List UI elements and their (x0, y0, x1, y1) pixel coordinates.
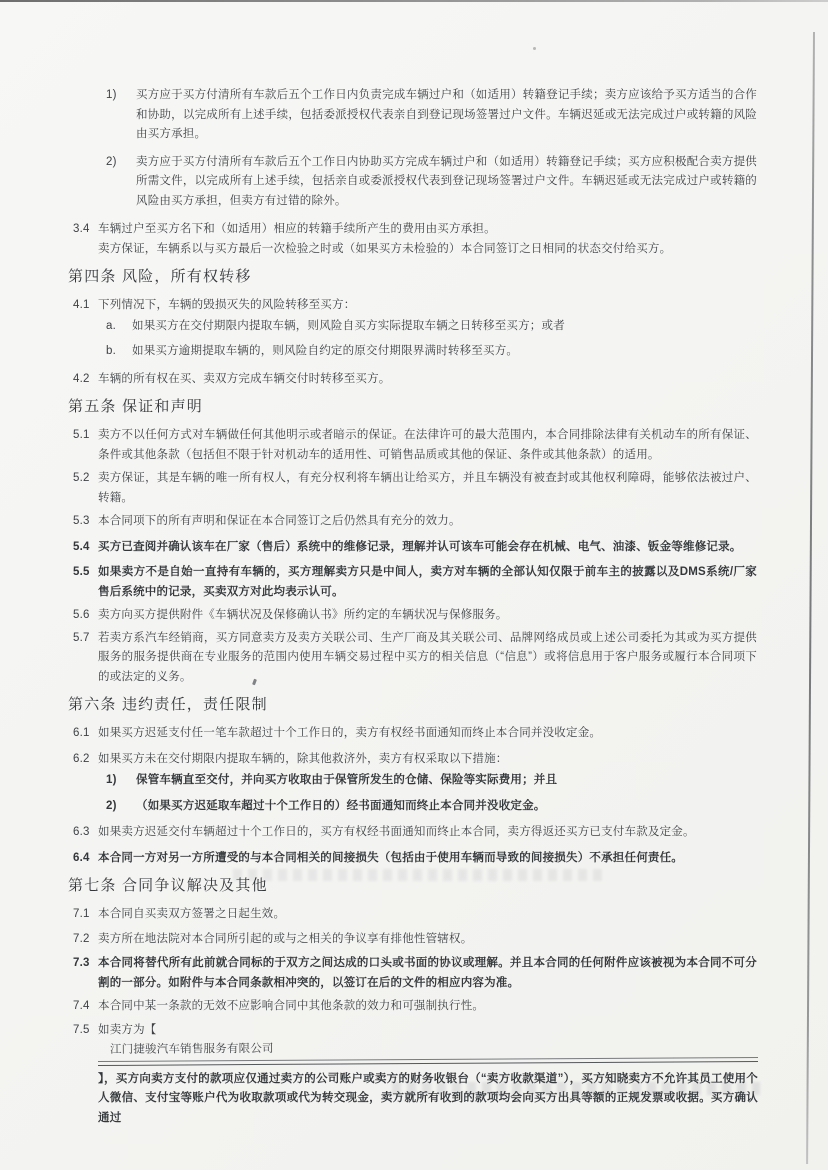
section-heading-4: 第七条 合同争议解决及其他 (68, 877, 268, 894)
clause-text: 如果买方逾期提取车辆的，则风险自约定的原交付期限界满时转移至买方。 (132, 345, 519, 357)
clause-1 (106, 86, 757, 145)
clause-number: 6.3 (73, 826, 90, 838)
clause-number: 7.2 (73, 932, 90, 945)
clause-number: 7.1 (73, 908, 90, 920)
clause-6-1 (73, 724, 757, 744)
clause-7-4 (73, 997, 757, 1017)
clause-text: 本合同一方对另一方所遭受的与本合同相关的间接损失（包括由于使用车辆而导致的间接损失）不承担任何责任。 (98, 851, 683, 864)
clause-6-3 (73, 823, 757, 843)
clause-6-4 (73, 849, 757, 869)
clause-number: 2) (106, 155, 117, 168)
scan-dot (533, 47, 536, 50)
clause-text: 下列情况下，车辆的毁损灭失的风险转移至买方： (98, 299, 356, 311)
clause-text: 卖方保证，其是车辆的唯一所有权人，有充分权利将车辆出让给买方，并且车辆没有被查封或其他权利障碍，能够依法被过户、转籍。 (98, 472, 757, 504)
clause-number: 6.1 (73, 727, 90, 739)
clause-number: 4.2 (73, 372, 90, 385)
seller-company-name: 江门捷骏汽车销售服务有限公司 (109, 1042, 274, 1056)
clause-4-2 (73, 370, 757, 390)
clause-7-1 (73, 905, 757, 925)
clause-text-32: 】，买方向卖方支付的款项应仅通过卖方的公司账户或卖方的财务收银台（“卖方收款渠道”），买方知晓卖方不允许其员工使用个人微信、支付宝等账户代为收取款项或代为转交现金，卖方就所有收到的款项均会向买方出具等额的正规发票或收据。买方确认通过 (98, 1072, 758, 1124)
clause-number: 5.3 (73, 515, 90, 527)
clause-number: 5.4 (73, 540, 90, 553)
clause-1 (106, 771, 757, 791)
clause-number: 4.1 (73, 299, 90, 311)
clause-text: 卖方向买方提供附件《车辆状况及保修确认书》所约定的车辆状况与保修服务。 (98, 609, 508, 621)
clause-5-5 (73, 563, 757, 602)
clause-number: a. (106, 319, 116, 332)
clause-5-6 (73, 606, 757, 626)
clause-text: 卖方所在地法院对本合同所引起的或与之相关的争议享有排他性管辖权。 (98, 932, 473, 945)
clause-text: 车辆的所有权在买、卖双方完成车辆交付时转移至买方。 (98, 372, 391, 385)
clause-number: 7.3 (73, 957, 90, 969)
clause-text: 买方已查阅并确认该车在厂家（售后）系统中的维修记录，理解并认可该车可能会存在机械、电气、油漆、钣金等维修记录。 (98, 540, 742, 553)
clause-text: 如果买方在交付期限内提取车辆，则风险自买方实际提取车辆之日转移至买方；或者 (132, 319, 565, 332)
clause-7-3 (73, 954, 757, 993)
fill-in-blank-rule (98, 1060, 758, 1065)
clause-number: 7.4 (73, 1000, 90, 1012)
clause-text: 保管车辆直至交付，并向买方收取由于保管所发生的仓储、保险等实际费用；并且 (136, 774, 558, 786)
clause-4-1 (73, 296, 757, 316)
bleed-through-ghost-text (392, 1082, 760, 1095)
section-heading-1: 第四条 风险，所有权转移 (68, 268, 252, 285)
clause-text: 卖方应于买方付清所有车款后五个工作日内协助买方完成车辆过户和（如适用）转籍登记手续；买方应积极配合卖方提供所需文件，以完成所有上述手续，包括亲自或委派授权代表到登记现场签署过户文件。车辆迟延或无法完成过户或转籍的风险由买方承担，但卖方有过错的除外。 (136, 155, 757, 207)
seller-company-underline (98, 1037, 758, 1062)
section-heading-2: 第五条 保证和声明 (68, 398, 203, 415)
clause-5-1 (73, 426, 757, 465)
clause-5-2 (73, 469, 757, 508)
clause-text: 本合同中某一条款的无效不应影响合同中其他条款的效力和可强制执行性。 (98, 1000, 485, 1012)
clause-5-3 (73, 512, 757, 532)
clause-b (106, 342, 757, 362)
clause-2 (106, 797, 757, 817)
clause-number: 1) (106, 89, 117, 101)
clause-number: 2) (106, 799, 117, 812)
clause-3-4 (73, 220, 757, 240)
clause-number: 3.4 (73, 223, 90, 235)
clause-text: 如果买方未在交付期限内提取车辆的，除其他救济外，卖方有权采取以下措施： (98, 752, 508, 765)
clause-5-7 (73, 629, 757, 688)
clause-text: （如果买方迟延取车超过十个工作日的）经书面通知而终止本合同并没收定金。 (136, 799, 546, 812)
clause-6-2 (73, 750, 757, 770)
clause-text: 如卖方为【 (98, 1023, 157, 1036)
clause-text: 卖方不以任何方式对车辆做任何其他明示或者暗示的保证。在法律许可的最大范围内，本合同排除法律有关机动车的所有保证、条件或其他条款（包括但不限于针对机动车的适用性、可销售品质或其他的保证、条件或其他条款）的适用。 (98, 429, 757, 461)
clause-a (106, 317, 757, 337)
section-heading-3: 第六条 违约责任，责任限制 (68, 696, 268, 713)
clause-text: 车辆过户至买方名下和（如适用）相应的转籍手续所产生的费用由买方承担。 (98, 223, 496, 235)
clause-5-4 (73, 538, 757, 558)
clause-7-2 (73, 930, 757, 950)
clause-number: 7.5 (73, 1023, 90, 1036)
clause-number: 5.6 (73, 609, 90, 621)
bleed-through-ghost-text (233, 869, 605, 881)
clause-number: 5.1 (73, 429, 90, 441)
clause-text: 买方应于买方付清所有车款后五个工作日内负责完成车辆过户和（如适用）转籍登记手续；卖方应该给予买方适当的合作和协助，以完成所有上述手续，包括委派授权代表亲自到登记现场签署过户文件。车辆迟延或无法完成过户或转籍的风险由买方承担。 (136, 89, 757, 140)
clause-text: 如果卖方迟延交付车辆超过十个工作日的，买方有权经书面通知而终止本合同，卖方得返还买方已支付车款及定金。 (98, 826, 695, 838)
clause-number: 6.2 (73, 752, 90, 765)
clause-number: 5.7 (73, 631, 90, 644)
clause-number: 6.4 (73, 851, 90, 864)
clause-text-3: 卖方保证，车辆系以与买方最后一次检验之时或（如果买方未检验的）本合同签订之日相同的状态交付给买方。 (98, 242, 672, 255)
clause-text: 若卖方系汽车经销商，买方同意卖方及卖方关联公司、生产厂商及其关联公司、品牌网络成员或上述公司委托为其或为买方提供服务的服务提供商在专业服务的范围内使用车辆交易过程中买方的相关信息（“信息”）或将信息用于客户服务或履行本合同项下的或法定的义务。 (98, 631, 757, 683)
clause-number: 5.5 (73, 566, 90, 578)
clause-text: 如果买方迟延支付任一笔车款超过十个工作日的，卖方有权经书面通知而终止本合同并没收定金。 (98, 727, 602, 739)
clause-number: 1) (106, 774, 117, 786)
clause-text: 本合同项下的所有声明和保证在本合同签订之后仍然具有充分的效力。 (98, 515, 461, 527)
clause-text: 如果卖方不是自始一直持有车辆的，买方理解卖方只是中间人，卖方对车辆的全部认知仅限于前车主的披露以及DMS系统/厂家售后系统中的记录，买卖双方对此均表示认可。 (98, 566, 757, 598)
clause-text: 本合同将替代所有此前就合同标的于双方之间达成的口头或书面的协议或理解。并且本合同的任何附件应该被视为本合同不可分割的一部分。如附件与本合同条款相冲突的，以签订在后的文件的相应内容为准。 (98, 957, 757, 989)
clause-2 (106, 153, 757, 212)
clause-number: b. (106, 345, 116, 357)
clause-text: 本合同自买卖双方签署之日起生效。 (98, 908, 286, 920)
clause-number: 5.2 (73, 472, 90, 484)
